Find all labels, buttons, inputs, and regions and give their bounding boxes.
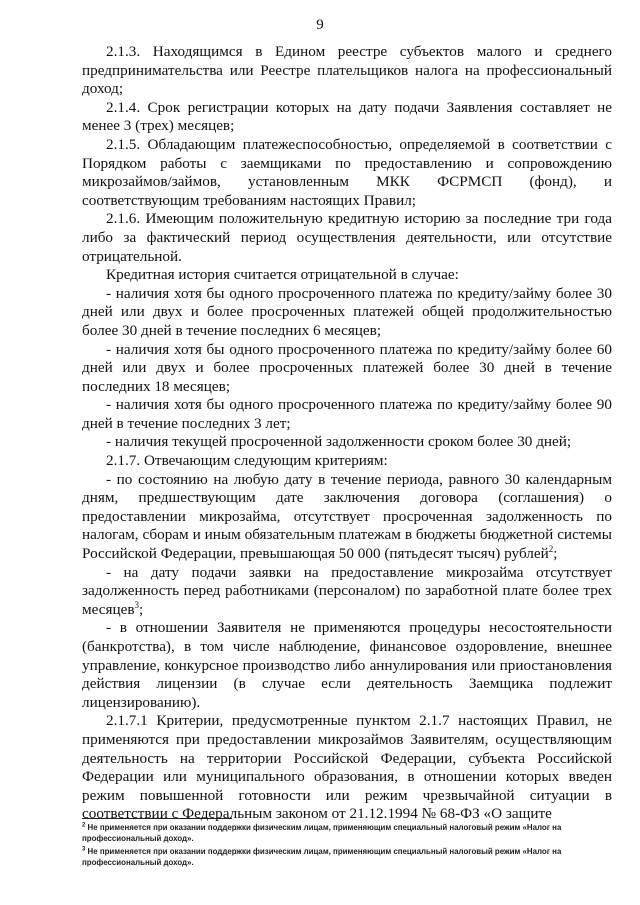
paragraph-2-1-7-1: 2.1.7.1 Критерии, предусмотренные пунктом 2.1.7 настоящих Правил, не применяются при предоставлении микрозаймов Заявителям, осуществляющим деятельность на территории Российской Федерации, субъекта Российской Федерации или муниципального образования, в отношении которых введен режим повышенной готовности или режим чрезвычайной ситуации в соответствии с Федеральным законом от 21.12.1994 № 68-ФЗ «О защите <box>82 712 612 823</box>
footnote-divider <box>82 818 232 819</box>
criteria-text: - на дату подачи заявки на предоставление микрозайма отсутствует задолженность перед работниками (персоналом) по заработной плате более трех месяцев <box>82 563 612 618</box>
paragraph-2-1-4: 2.1.4. Срок регистрации которых на дату подачи Заявления составляет не менее 3 (трех) месяцев; <box>82 98 612 135</box>
credit-history-intro: Кредитная история считается отрицательной в случае: <box>106 266 459 284</box>
footnote-2 <box>82 823 612 844</box>
credit-history-item: - наличия текущей просроченной задолженности сроком более 30 дней; <box>106 433 572 451</box>
paragraph-2-1-7: 2.1.7. Отвечающим следующим критериям: <box>106 452 388 470</box>
criteria-punct: ; <box>553 545 558 563</box>
footnote-text: Не применяется при оказании поддержки физическим лицам, применяющим специальный налоговый режим «Налог на профессиональный доход». <box>82 823 562 843</box>
credit-history-item: - наличия хотя бы одного просроченного платежа по кредиту/займу более 90 дней в течение последних 3 лет; <box>82 396 612 432</box>
paragraph-2-1-3: 2.1.3. Находящимся в Едином реестре субъектов малого и среднего предпринимательства или Реестре плательщиков налога на профессиональный доход; <box>82 43 612 98</box>
paragraph-2-1-6: 2.1.6. Имеющим положительную кредитную историю за последние три года либо за фактический период осуществления деятельности, или отсутствие отрицательной. <box>82 210 612 265</box>
document-body <box>82 43 612 824</box>
criteria-item-salary-debt <box>82 564 612 620</box>
footnote-ref: 3 <box>134 599 139 610</box>
footnote-ref: 2 <box>548 543 554 554</box>
page-number: 9 <box>316 17 324 33</box>
footnote-3 <box>82 847 612 868</box>
credit-history-item: - наличия хотя бы одного просроченного платежа по кредиту/займу более 60 дней или двух и более просроченных платежей более 30 дней в течение последних 18 месяцев; <box>82 340 612 395</box>
criteria-item-tax-debt <box>82 471 612 564</box>
criteria-item-bankruptcy: - в отношении Заявителя не применяются процедуры несостоятельности (банкротства), в том числе наблюдение, финансовое оздоровление, внешнее управление, конкурсное производство либо аннулирования или приостановления действия лицензии (в случае если деятельность Заемщика подлежит лицензированию). <box>82 619 612 711</box>
criteria-text: - по состоянию на любую дату в течение периода, равного 30 календарным дням, предшествующим дате заключения договора (соглашения) о предоставлении микрозайма, отсутствует просроченная задолженность по налогам, сборам и иным обязательным платежам в бюджеты бюджетной системы Российской Федерации, превышающая 50 000 (пятьдесят тысяч) рублей <box>82 470 612 563</box>
footnote-text: Не применяется при оказании поддержки физическим лицам, применяющим специальный налоговый режим «Налог на профессиональный доход». <box>82 847 562 867</box>
footnotes <box>82 823 612 871</box>
credit-history-item: - наличия хотя бы одного просроченного платежа по кредиту/займу более 30 дней или двух и более просроченных платежей общей продолжительностью более 30 дней в течение последних 6 месяцев; <box>82 284 612 339</box>
criteria-punct: ; <box>139 600 144 618</box>
paragraph-2-1-5: 2.1.5. Обладающим платежеспособностью, определяемой в соответствии с Порядком работы с заемщиками по предоставлению и сопровождению микрозаймов/займов, установленным МКК ФСРМСП (фонд), и соответствующим требованиям настоящих Правил; <box>82 135 612 209</box>
footnote-mark: 2 <box>82 822 86 829</box>
footnote-mark: 3 <box>82 846 86 853</box>
